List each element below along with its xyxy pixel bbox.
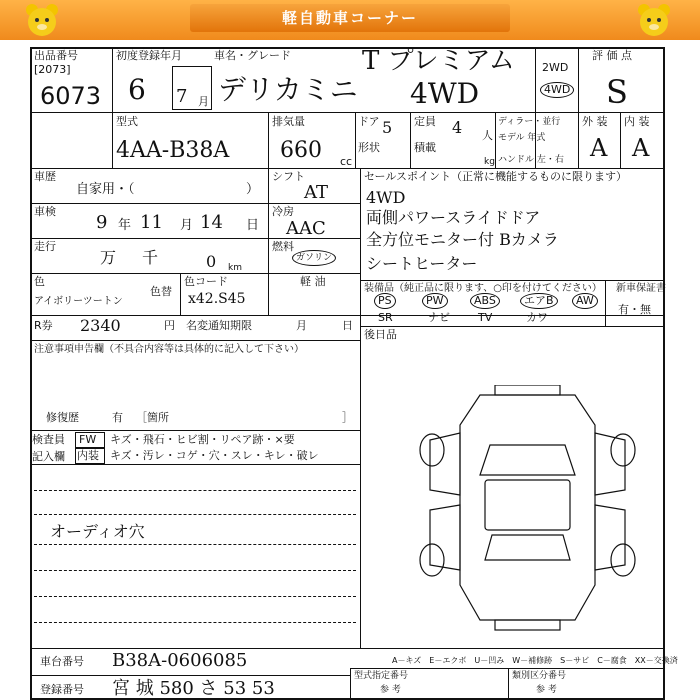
mileage-man: 万: [100, 248, 117, 267]
rule: [268, 112, 269, 168]
inspector-label: 検査員: [32, 433, 65, 446]
color-label: 色: [34, 275, 45, 288]
repair-close: ］: [342, 411, 353, 424]
cargo-label: 積載: [414, 141, 436, 154]
registration-label: 登録番号: [40, 683, 84, 696]
inspection-day: 14: [200, 212, 223, 233]
rule: [620, 112, 621, 168]
rule: [360, 326, 665, 327]
displacement-value: 660: [280, 138, 322, 163]
damage-legend: A－キズ E－エクボ U－凹み W－補修跡 S－サビ C－腐食 XX－交換済: [392, 656, 678, 665]
lot-number: 6073: [40, 82, 102, 110]
rule: [535, 47, 536, 168]
fuel-gasoline-circled: ガソリン: [292, 250, 336, 266]
sales-point-2: 両側パワースライドドア: [366, 208, 541, 227]
equip-pw: PW: [422, 293, 448, 309]
chassis-label: 車台番号: [40, 655, 84, 668]
inspection-d: 日: [246, 218, 260, 233]
rule: [360, 168, 361, 648]
shape-label: 形状: [358, 141, 380, 154]
reg-month-unit: 月: [198, 95, 209, 108]
capacity-value: 4: [452, 118, 463, 137]
history-close: ）: [246, 182, 260, 197]
rear-seat-label: 後日品: [364, 328, 397, 341]
rule: [350, 668, 351, 700]
inspection-month: 11: [140, 212, 163, 233]
equip-abs: ABS: [470, 293, 500, 309]
mileage-unit: km: [228, 263, 242, 273]
registration-value: 宮 城 580 さ 53 53: [112, 678, 275, 699]
rule: [30, 203, 360, 204]
rule: [112, 47, 113, 168]
inspection-y: 年: [118, 218, 132, 233]
rule: [355, 112, 356, 168]
equip-ps: PS: [374, 293, 396, 309]
ext-value: A: [590, 134, 608, 162]
color-change-label: 色替: [150, 285, 172, 298]
equip-aw: AW: [572, 293, 598, 309]
car-damage-diagram: [410, 385, 645, 635]
inspection-m: 月: [180, 218, 194, 233]
title-change-d: 日: [342, 319, 353, 332]
inspection-label: 車検: [34, 205, 56, 218]
warranty-value: 有・無: [618, 303, 651, 316]
designated-no-label: 型式指定番号: [354, 671, 409, 681]
fuel-label: 燃料: [272, 240, 294, 253]
dashed-line: [34, 596, 356, 597]
rule: [30, 273, 360, 274]
equip-tv: TV: [478, 311, 493, 324]
sales-point-3: 全方位モニター付 Bカメラ: [366, 230, 559, 249]
sales-point-4: シートヒーター: [366, 254, 478, 273]
rule: [30, 648, 665, 649]
int-value: A: [632, 134, 650, 162]
type-value: 4AA-B38A: [116, 138, 230, 163]
drive-2wd: 2WD: [542, 61, 569, 74]
rule: [180, 273, 181, 315]
doors-label: ドア: [358, 115, 380, 128]
rule: [30, 168, 665, 169]
dealer-label: ディラー・並行: [498, 117, 561, 127]
aircon-value: AAC: [286, 218, 326, 239]
rule: [508, 668, 509, 700]
recycle-unit: 円: [164, 319, 175, 332]
int-text: キズ・汚レ・コゲ・穴・スレ・キレ・破レ: [110, 449, 319, 462]
dashed-line: [34, 490, 356, 491]
history-value: 自家用・（: [76, 182, 135, 197]
capacity-unit: 人: [482, 129, 493, 142]
category-no-label: 類別区分番号: [512, 671, 567, 681]
fw-text: キズ・飛石・ヒビ割・リペア跡・×要: [110, 433, 295, 446]
page-title: 軽自動車コーナー: [190, 4, 510, 32]
mileage-label: 走行: [34, 240, 56, 253]
ref-label-1: 参 考: [380, 685, 401, 695]
cargo-unit: kg: [484, 157, 495, 167]
rule: [360, 280, 665, 281]
dashed-line: [34, 570, 356, 571]
reg-year-label: 初度登録年月: [116, 49, 182, 62]
aircon-label: 冷房: [272, 205, 294, 218]
rule: [30, 315, 665, 316]
repair-value: 有: [112, 411, 123, 424]
interior-label: 内装: [77, 449, 99, 462]
equip-airbag: エアB: [520, 293, 558, 309]
model-year-label: モデル 年式: [498, 133, 546, 143]
color-code-label: 色コード: [184, 275, 228, 288]
rule: [30, 340, 360, 341]
model-name: デリカミニ: [218, 73, 358, 106]
history-label: 車歴: [34, 170, 56, 183]
inspection-year: 9: [96, 212, 108, 233]
int-label: 内 装: [624, 115, 650, 128]
fw-label: FW: [79, 433, 97, 446]
rule: [605, 280, 606, 326]
rule: [30, 112, 665, 113]
damage-note: オーディオ穴: [50, 522, 145, 541]
repair-label: 修復歴: [46, 411, 79, 424]
drive-4wd-circled: 4WD: [540, 82, 574, 98]
model-label: 車名・グレード: [214, 49, 291, 62]
model-grade: T プレミアム: [362, 46, 515, 76]
reg-year-value: 6: [128, 73, 146, 106]
title-change-label: 名変通知期限: [186, 319, 252, 332]
notes-label: 注意事項申告欄（不具合内容等は具体的に記入して下さい）: [34, 344, 304, 355]
entry-label: 記入欄: [32, 450, 65, 463]
bear-mascot-icon: [22, 2, 62, 38]
handle-label: ハンドル 左・右: [498, 155, 564, 165]
model-drive: 4WD: [410, 77, 480, 110]
ext-label: 外 装: [582, 115, 608, 128]
score-label: 評 価 点: [592, 49, 632, 62]
chassis-value: B38A-0606085: [112, 650, 248, 671]
recycle-value: 2340: [80, 316, 121, 335]
equip-leather: カワ: [526, 311, 548, 324]
equip-navi: ナビ: [428, 311, 450, 324]
rule: [268, 168, 269, 315]
warranty-label: 新車保証書: [616, 283, 666, 294]
rule: [30, 675, 350, 676]
rule: [30, 464, 360, 465]
type-label: 型式: [116, 115, 138, 128]
shift-label: シフト: [272, 170, 305, 183]
title-change-m: 月: [296, 319, 307, 332]
ref-label-2: 参 考: [536, 685, 557, 695]
rule: [578, 47, 579, 168]
rule: [495, 112, 496, 168]
color-code: x42.S45: [188, 291, 246, 307]
mileage-sen: 千: [142, 248, 159, 267]
shift-value: AT: [304, 182, 329, 203]
equipment-label: 装備品（純正品に限ります、○印を付けてください）: [364, 283, 602, 294]
displacement-unit: cc: [340, 155, 353, 168]
score-value: S: [606, 73, 628, 111]
equip-sr: SR: [378, 311, 393, 324]
capacity-label: 定員: [414, 115, 436, 128]
mileage-value: 0: [206, 252, 217, 271]
displacement-label: 排気量: [272, 115, 305, 128]
doors-value: 5: [382, 118, 393, 137]
fuel-diesel: 軽 油: [300, 275, 326, 288]
lot-label: 出品番号: [34, 49, 78, 62]
reg-month-value: 7: [176, 86, 188, 107]
recycle-label: R券: [34, 319, 53, 332]
dashed-line: [34, 544, 356, 545]
color-name: アイボリーツートン: [34, 296, 123, 307]
dashed-line: [34, 622, 356, 623]
repair-place: ［箇所: [136, 411, 169, 424]
bear-mascot-icon-right: [634, 2, 674, 38]
sales-points-label: セールスポイント（正常に機能するものに限ります）: [364, 170, 628, 183]
sales-point-1: 4WD: [366, 188, 406, 207]
dashed-line: [34, 514, 356, 515]
lot-code: [2073]: [34, 63, 71, 76]
rule: [410, 112, 411, 168]
rule: [30, 430, 360, 431]
